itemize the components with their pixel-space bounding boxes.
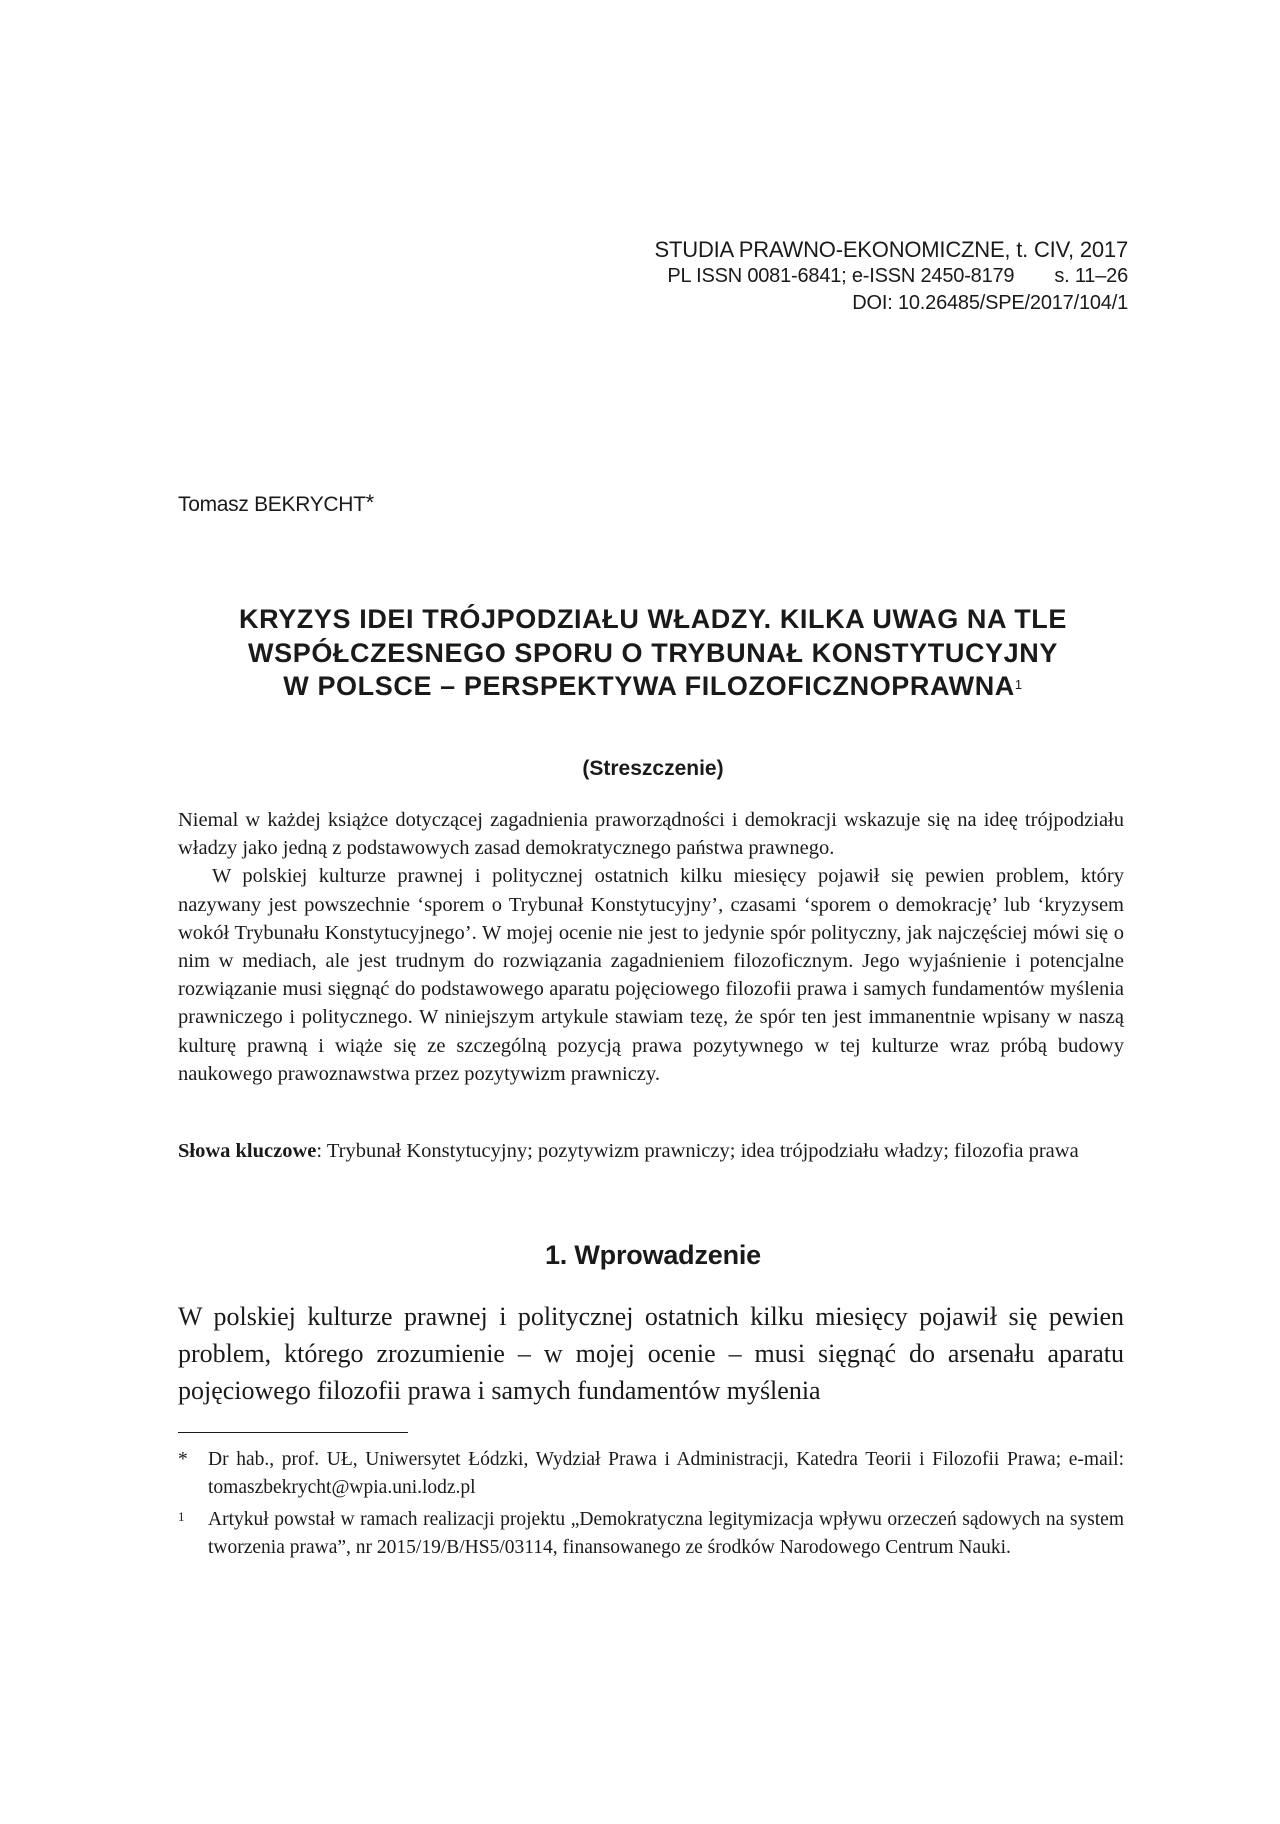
journal-header: [655, 236, 1128, 317]
footnote: [178, 1506, 1124, 1562]
title-line-3: [178, 670, 1128, 704]
journal-issn: PL ISSN 0081-6841; e-ISSN 2450-8179: [667, 265, 1015, 287]
abstract-paragraph: Niemal w każdej książce dotyczącej zagadnienia praworządności i demokracji wskazuje się na ideę trójpodziału władzy jako jedną z podstawowych zasad demokratycznego państwa prawnego.: [178, 809, 1124, 860]
journal-doi: DOI: 10.26485/SPE/2017/104/1: [852, 292, 1128, 314]
abstract-paragraph: W polskiej kulturze prawnej i politycznej ostatnich kilku miesięcy pojawił się pewien problem, który nazywany jest powszechnie ‘sporem o Trybunał Konstytucyjny’, czasami ‘sporem o demokrację’ lub ‘kryzysem wokół Trybunału Konstytucyjnego’. W mojej ocenie nie jest to jedynie spór polityczny, jak najczęściej mówi się o nim w mediach, ale jest trudnym do rozwiązania zagadnieniem filozoficznym. Jego wyjaśnienie i potencjalne rozwiązanie musi sięgnąć do podstawowego aparatu pojęciowego filozofii prawa i samych fundamentów myślenia prawniczego i politycznego. W niniejszym artykule stawiam tezę, że spór ten jest immanentnie wpisany w naszą kulturę prawną i wiąże się ze szczególną pozycją prawa pozytywnego w tej kulturze wraz próbą budowy naukowego prawoznawstwa przez pozytywizm prawniczy.: [178, 865, 1124, 1085]
body-paragraph: W polskiej kulturze prawnej i politycznej ostatnich kilku miesięcy pojawił się pewien problem, którego zrozumienie – w mojej ocenie – musi sięgnąć do arsenału aparatu pojęciowego filozofii prawa i samych fundamentów myślenia: [178, 1302, 1124, 1405]
keywords: [178, 1137, 1124, 1165]
author-footnote-mark: *: [365, 490, 374, 515]
keywords-text: : Trybunał Konstytucyjny; pozytywizm prawniczy; idea trójpodziału władzy; filozofia prawa: [316, 1140, 1079, 1162]
footnote: [178, 1446, 1124, 1502]
article-title: [178, 603, 1128, 704]
title-line-1: KRYZYS IDEI TRÓJPODZIAŁU WŁADZY. KILKA UWAG NA TLE: [239, 604, 1067, 634]
footnote-mark: *: [178, 1449, 188, 1470]
footnote-divider: [178, 1432, 408, 1433]
footnote-text: Artykuł powstał w ramach realizacji projektu „Demokratyczna legitymizacja wpływu orzeczeń sądowych na system tworzenia prawa”, nr 2015/19/B/HS5/03114, finansowanego ze środków Narodowego Centrum Nauki.: [208, 1509, 1124, 1558]
author-name: Tomasz BEKRYCHT: [178, 493, 366, 516]
section-heading: 1. Wprowadzenie: [544, 1240, 762, 1270]
journal-title: STUDIA PRAWNO-EKONOMICZNE, t. CIV, 2017: [654, 237, 1128, 262]
journal-issn-line: [655, 263, 1128, 290]
title-line-3-text: W POLSCE – PERSPEKTYWA FILOZOFICZNOPRAWNA: [283, 671, 1015, 701]
title-line-2: WSPÓŁCZESNEGO SPORU O TRYBUNAŁ KONSTYTUCYJNY: [248, 637, 1058, 668]
author-line: [178, 490, 374, 519]
abstract-heading: (Streszczenie): [582, 757, 724, 780]
footnote-mark: 1: [178, 1509, 185, 1524]
abstract: [178, 806, 1124, 1088]
footnote-text: Dr hab., prof. UŁ, Uniwersytet Łódzki, Wydział Prawa i Administracji, Katedra Teorii i Filozofii Prawa; e-mail: tomaszbekrycht@wpia.uni.lodz.pl: [208, 1449, 1124, 1498]
footnotes: [178, 1446, 1124, 1566]
title-footnote-mark: 1: [1014, 677, 1023, 692]
journal-pages: s. 11–26: [1054, 265, 1128, 287]
keywords-label: Słowa kluczowe: [178, 1140, 317, 1162]
